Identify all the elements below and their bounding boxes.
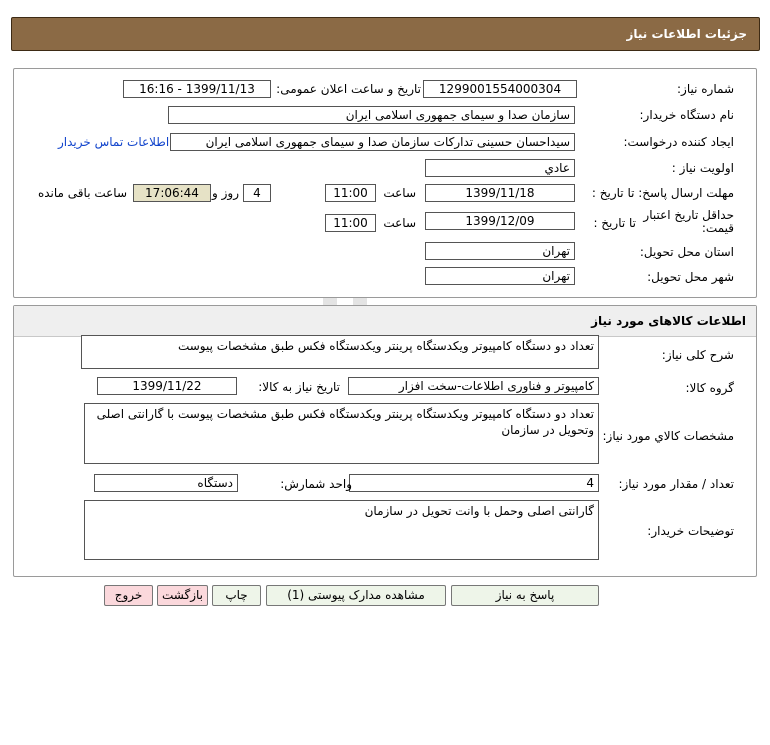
need-info-panel (13, 68, 757, 298)
view-attachments-button[interactable]: مشاهده مدارک پیوستی (1) (266, 585, 446, 606)
deadline-time-label: ساعت (383, 186, 416, 200)
deadline-label: مهلت ارسال پاسخ: تا تاریخ : (591, 186, 734, 200)
buyer-field: سازمان صدا و سیمای جمهوری اسلامی ایران (168, 106, 575, 124)
unit-field: دستگاه (94, 474, 238, 492)
validity-time-field: 11:00 (325, 214, 376, 232)
goods-panel-header (14, 306, 756, 337)
spec-field: تعداد دو دستگاه کامپیوتر ویکدستگاه پرینتر ویکدستگاه فکس طبق مشخصات پیوست با گارانتی اصلی وتحویل در سازمان (84, 403, 599, 464)
province-field: تهران (425, 242, 575, 260)
days-label: روز و (212, 186, 239, 200)
days-remaining-field: 4 (243, 184, 271, 202)
priority-label: اولویت نیاز : (671, 161, 734, 175)
exit-button[interactable]: خروج (104, 585, 153, 606)
quantity-label: تعداد / مقدار مورد نیاز: (618, 477, 734, 491)
print-button[interactable]: چاپ (212, 585, 261, 606)
city-label: شهر محل تحویل: (647, 270, 734, 284)
goods-panel-title: اطلاعات کالاهای مورد نیاز (591, 314, 746, 328)
back-button[interactable]: بازگشت (157, 585, 208, 606)
need-number-label: شماره نیاز: (677, 82, 734, 96)
creator-label: ایجاد کننده درخواست: (623, 135, 734, 149)
need-date-label: تاریخ نیاز به کالا: (258, 380, 340, 394)
priority-field: عادي (425, 159, 575, 177)
buyer-label: نام دستگاه خریدار: (639, 108, 734, 122)
need-date-field: 1399/11/22 (97, 377, 237, 395)
spec-label: مشخصات کالاي مورد نیاز: (602, 429, 734, 443)
city-field: تهران (425, 267, 575, 285)
deadline-time-field: 11:00 (325, 184, 376, 202)
goods-group-field: کامپیوتر و فناوری اطلاعات-سخت افزار (348, 377, 599, 395)
need-number-field: 1299001554000304 (423, 80, 577, 98)
remaining-label: ساعت باقی مانده (37, 186, 127, 200)
unit-label: واحد شمارش: (280, 477, 352, 491)
page-title: جزئیات اطلاعات نیاز (626, 27, 747, 41)
validity-label-2: قیمت: (701, 221, 734, 235)
description-label: شرح کلی نیاز: (661, 348, 734, 362)
announce-label: تاریخ و ساعت اعلان عمومی: (276, 82, 421, 96)
description-field: تعداد دو دستگاه کامپیوتر ویکدستگاه پرینتر ویکدستگاه فکس طبق مشخصات پیوست (81, 335, 599, 369)
province-label: استان محل تحویل: (639, 245, 734, 259)
buyer-contact-link[interactable]: اطلاعات تماس خریدار (58, 135, 170, 149)
buyer-notes-label: توضیحات خریدار: (647, 524, 734, 538)
validity-time-label: ساعت (383, 216, 416, 230)
creator-field: سیداحسان حسینی تدارکات سازمان صدا و سیمای جمهوری اسلامی ایران (170, 133, 575, 151)
validity-label-1: حداقل تاریخ اعتبار (643, 208, 734, 222)
goods-group-label: گروه کالا: (685, 381, 734, 395)
announce-datetime-field: 1399/11/13 - 16:16 (123, 80, 271, 98)
deadline-date-field: 1399/11/18 (425, 184, 575, 202)
buyer-notes-field: گارانتی اصلی وحمل با وانت تحویل در سازمان (84, 500, 599, 560)
page-header (11, 17, 760, 51)
remaining-time-field: 17:06:44 (133, 184, 211, 202)
validity-until-label: تا تاریخ : (593, 216, 636, 230)
reply-button[interactable]: پاسخ به نیاز (451, 585, 599, 606)
quantity-field: 4 (349, 474, 599, 492)
validity-date-field: 1399/12/09 (425, 212, 575, 230)
